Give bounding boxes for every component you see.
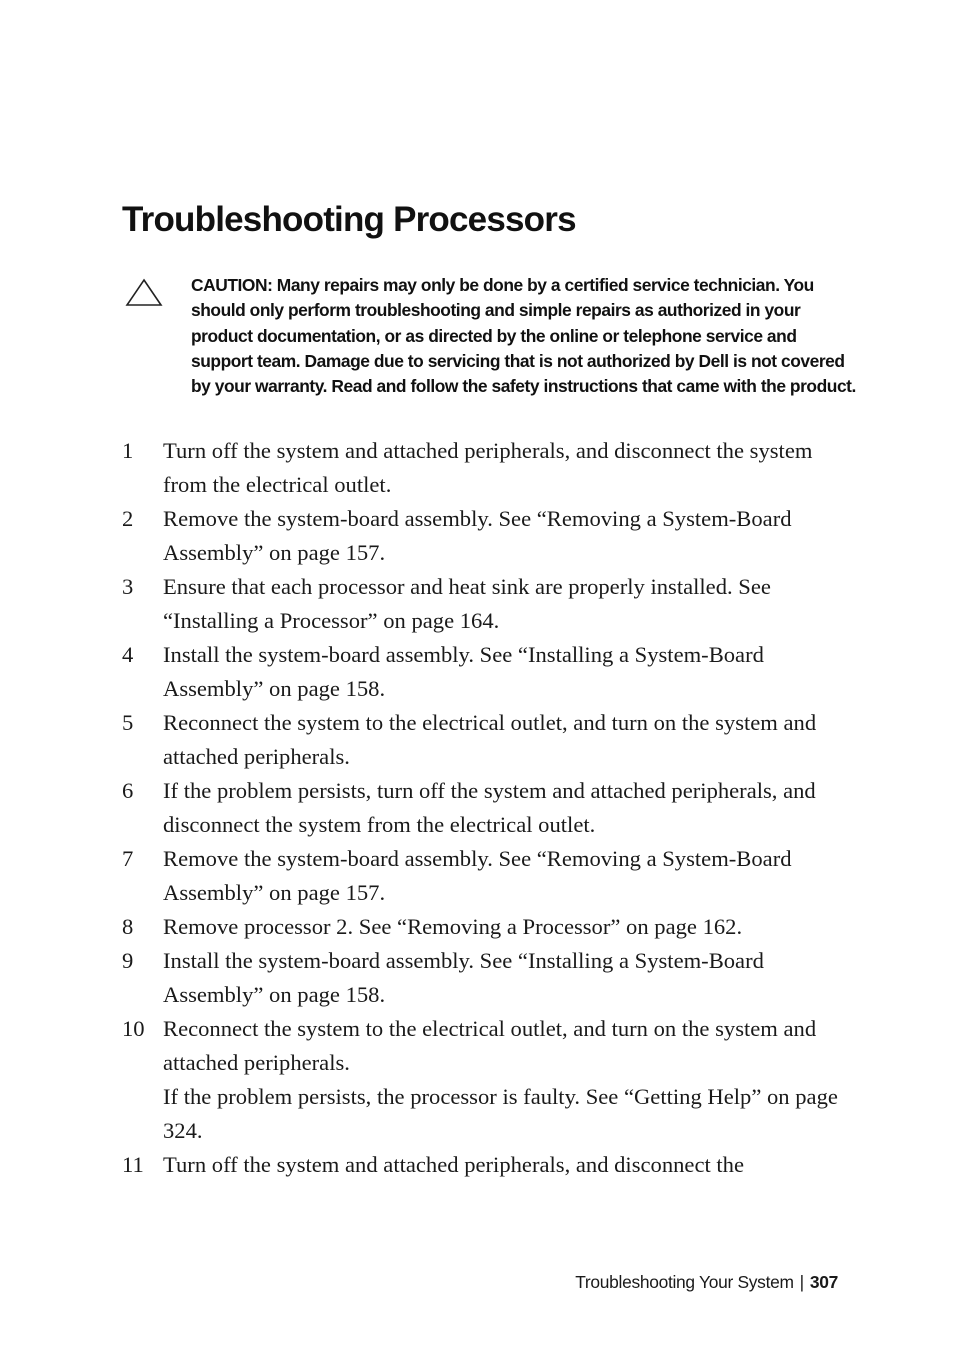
step-text: Remove the system-board assembly. See “Removing a System-Board Assembly” on page 157.	[163, 846, 792, 905]
list-item	[122, 638, 842, 706]
step-number: 11	[122, 1152, 144, 1177]
step-number: 9	[122, 948, 134, 973]
step-text: Install the system-board assembly. See “Installing a System-Board Assembly” on page 158.	[163, 948, 764, 1007]
caution-triangle-icon	[125, 278, 163, 306]
caution-notice	[122, 273, 862, 399]
steps-list	[122, 434, 842, 1182]
list-item	[122, 434, 842, 502]
page-footer	[575, 1272, 838, 1293]
step-note: If the problem persists, the processor is faulty. See “Getting Help” on page 324.	[163, 1084, 838, 1143]
list-item	[122, 706, 842, 774]
step-text: Remove the system-board assembly. See “Removing a System-Board Assembly” on page 157.	[163, 506, 792, 565]
step-number: 5	[122, 710, 134, 735]
step-number: 1	[122, 438, 134, 463]
step-number: 3	[122, 574, 134, 599]
list-item	[122, 570, 842, 638]
caution-text: CAUTION: Many repairs may only be done by a certified service technician. You should only perform troubleshooting and simple repairs as authorized in your product documentation, or as directed by the online or telephone service and support team. Damage due to servicing that is not authorized by Dell is not covered by your warranty. Read and follow the safety instructions that came with the product.	[191, 275, 856, 397]
list-item	[122, 944, 842, 1012]
page-number: 307	[809, 1272, 838, 1292]
step-text: Reconnect the system to the electrical outlet, and turn on the system and attached peripherals.	[163, 1016, 817, 1075]
list-item	[122, 1012, 842, 1080]
step-text: Ensure that each processor and heat sink are properly installed. See “Installing a Processor” on page 164.	[163, 574, 771, 633]
step-text: Reconnect the system to the electrical outlet, and turn on the system and attached peripherals.	[163, 710, 817, 769]
step-number: 10	[122, 1016, 145, 1041]
step-number: 4	[122, 642, 134, 667]
list-item	[122, 842, 842, 910]
step-text: Install the system-board assembly. See “Installing a System-Board Assembly” on page 158.	[163, 642, 764, 701]
list-item	[122, 910, 842, 944]
footer-separator: |	[799, 1272, 804, 1292]
step-text: Turn off the system and attached peripherals, and disconnect the system from the electrical outlet.	[163, 438, 813, 497]
step-number: 2	[122, 506, 134, 531]
list-item	[122, 502, 842, 570]
step-text: If the problem persists, turn off the system and attached peripherals, and disconnect the system from the electrical outlet.	[163, 778, 816, 837]
step-number: 6	[122, 778, 134, 803]
step-text: Remove processor 2. See “Removing a Processor” on page 162.	[163, 914, 743, 939]
step-number: 7	[122, 846, 134, 871]
page-title: Troubleshooting Processors	[122, 200, 576, 239]
step-number: 8	[122, 914, 134, 939]
list-item	[122, 1148, 842, 1182]
step-text: Turn off the system and attached peripherals, and disconnect the	[163, 1152, 745, 1177]
list-item	[122, 774, 842, 842]
footer-section-title: Troubleshooting Your System	[575, 1272, 794, 1292]
